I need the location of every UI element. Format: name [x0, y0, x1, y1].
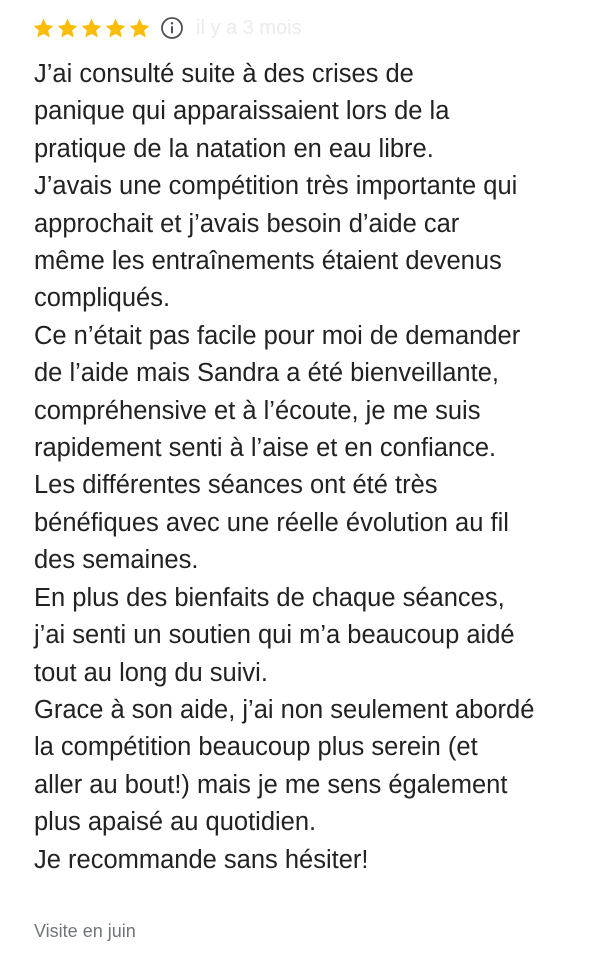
review-text-line: aller au bout!) mais je me sens également: [34, 770, 508, 799]
info-icon[interactable]: [160, 16, 184, 40]
review-text-line: Je recommande sans hésiter!: [34, 845, 369, 874]
review-text-line: J’ai consulté suite à des crises de: [34, 60, 414, 88]
star-icon: [80, 17, 103, 40]
visit-info: Visite en juin: [34, 921, 136, 941]
star-rating: [32, 17, 152, 40]
star-icon: [104, 17, 127, 40]
review-text-line: bénéfiques avec une réelle évolution au fil: [34, 508, 509, 537]
review-text-line: de l’aide mais Sandra a été bienveillante,: [34, 359, 499, 388]
review-date: il y a 3 mois: [196, 16, 302, 39]
review-text-line: pratique de la natation en eau libre.: [34, 134, 434, 163]
review-text-line: J’avais une compétition très importante qui: [34, 172, 518, 201]
review-text-line: rapidement senti à l’aise et en confiance.: [34, 434, 497, 463]
review-text-line: Les différentes séances ont été très: [34, 471, 438, 500]
review-text-line: des semaines.: [34, 546, 199, 575]
review-text-line: En plus des bienfaits de chaque séances,: [34, 583, 505, 612]
review-text-line: j’ai senti un soutien qui m’a beaucoup aidé: [34, 621, 515, 650]
review-text-line: compréhensive et à l’écoute, je me suis: [34, 396, 481, 425]
review-text-line: compliqués.: [34, 284, 171, 313]
review-text-line: panique qui apparaissaient lors de la: [34, 97, 450, 126]
review-text-line: approchait et j’avais besoin d’aide car: [34, 209, 460, 238]
star-icon: [32, 17, 55, 40]
review-text-line: tout au long du suivi.: [34, 658, 268, 687]
review-text-line: Grace à son aide, j’ai non seulement abordé: [34, 695, 535, 724]
review-text-line: Ce n’était pas facile pour moi de demander: [34, 321, 521, 350]
review-text-line: la compétition beaucoup plus serein (et: [34, 733, 478, 762]
star-icon: [128, 17, 151, 40]
review-text-line: même les entraînements étaient devenus: [34, 247, 502, 276]
review-text-line: plus apaisé au quotidien.: [34, 808, 317, 837]
rating-row: [32, 13, 302, 43]
review-text: [34, 56, 594, 879]
star-icon: [56, 17, 79, 40]
